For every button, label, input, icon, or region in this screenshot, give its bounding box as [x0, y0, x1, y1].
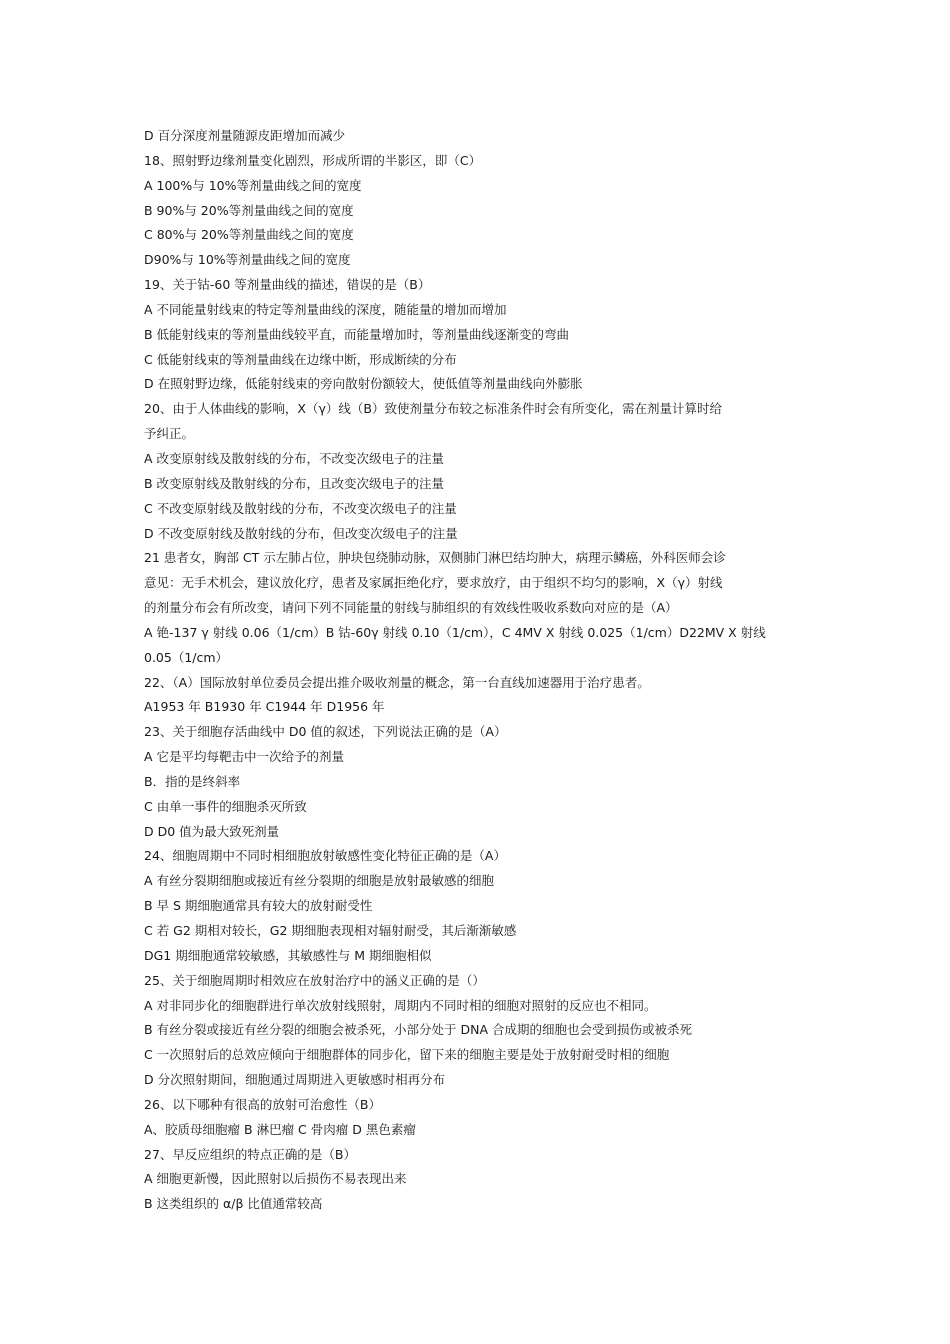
option-line: D 分次照射期间，细胞通过周期进入更敏感时相再分布 [144, 1072, 446, 1088]
option-line: B 90%与 20%等剂量曲线之间的宽度 [144, 202, 354, 218]
option-line: A 不同能量射线束的特定等剂量曲线的深度，随能量的增加而增加 [144, 301, 507, 317]
option-line: 0.05（1/cm） [144, 649, 229, 665]
option-line: D D0 值为最大致死剂量 [144, 823, 280, 839]
option-line: B 有丝分裂或接近有丝分裂的细胞会被杀死，小部分处于 DNA 合成期的细胞也会受到损伤或被杀死 [144, 1022, 693, 1038]
text-line: D 百分深度剂量随源皮距增加而减少 [144, 128, 346, 143]
option-line: D90%与 10%等剂量曲线之间的宽度 [144, 252, 351, 268]
option-line: D 不改变原射线及散射线的分布，但改变次级电子的注量 [144, 525, 458, 541]
option-line: C 由单一事件的细胞杀灭所致 [144, 798, 307, 814]
option-line: A 铯-137 γ 射线 0.06（1/cm）B 钴-60γ 射线 0.10（1/cm），C 4MV X 射线 0.025（1/cm）D22MV X 射线 [144, 624, 766, 640]
option-line: C 80%与 20%等剂量曲线之间的宽度 [144, 227, 354, 243]
option-line: A 改变原射线及散射线的分布，不改变次级电子的注量 [144, 450, 445, 466]
option-line: B 这类组织的 α/β 比值通常较高 [144, 1196, 323, 1212]
question-21-continued: 意见：无手术机会，建议放化疗，患者及家属拒绝化疗，要求放疗，由于组织不均匀的影响，X（γ）射线 [144, 575, 723, 591]
question-26: 26、以下哪种有很高的放射可治愈性（B） [144, 1096, 381, 1112]
option-line: C 若 G2 期相对较长，G2 期细胞表现相对辐射耐受，其后渐渐敏感 [144, 923, 517, 938]
question-24: 24、细胞周期中不同时相细胞放射敏感性变化特征正确的是（A） [144, 848, 506, 864]
question-19: 19、关于钴-60 等剂量曲线的描述，错误的是（B） [144, 277, 431, 293]
option-line: A 它是平均每靶击中一次给予的剂量 [144, 749, 345, 765]
option-line: A、胶质母细胞瘤 B 淋巴瘤 C 骨肉瘤 D 黑色素瘤 [144, 1121, 416, 1137]
question-25: 25、关于细胞周期时相效应在放射治疗中的涵义正确的是（） [144, 972, 485, 988]
document-body [144, 124, 814, 1217]
option-line: A 100%与 10%等剂量曲线之间的宽度 [144, 177, 362, 193]
question-27: 27、早反应组织的特点正确的是（B） [144, 1146, 356, 1162]
question-21: 21 患者女，胸部 CT 示左肺占位，肿块包绕肺动脉，双侧肺门淋巴结均肿大，病理示鳞癌，外科医师会诊 [144, 550, 726, 566]
question-21-continued: 的剂量分布会有所改变，请问下列不同能量的射线与肺组织的有效线性吸收系数向对应的是（A） [144, 600, 678, 616]
option-line: C 低能射线束的等剂量曲线在边缘中断，形成断续的分布 [144, 351, 457, 367]
option-line: B 早 S 期细胞通常具有较大的放射耐受性 [144, 898, 373, 914]
option-line: A 细胞更新慢，因此照射以后损伤不易表现出来 [144, 1171, 407, 1187]
question-20: 20、由于人体曲线的影响，X（γ）线（B）致使剂量分布较之标准条件时会有所变化，需在剂量计算时给 [144, 401, 722, 417]
option-line: C 一次照射后的总效应倾向于细胞群体的同步化，留下来的细胞主要是处于放射耐受时相的细胞 [144, 1047, 670, 1063]
question-23: 23、关于细胞存活曲线中 D0 值的叙述，下列说法正确的是（A） [144, 724, 507, 740]
option-line: B．指的是终斜率 [144, 773, 241, 789]
option-line: D 在照射野边缘，低能射线束的旁向散射份额较大，使低值等剂量曲线向外膨胀 [144, 376, 583, 392]
question-20-continued: 予纠正。 [144, 426, 195, 442]
option-line: DG1 期细胞通常较敏感，其敏感性与 M 期细胞相似 [144, 947, 432, 963]
question-18: 18、照射野边缘剂量变化剧烈，形成所谓的半影区，即（C） [144, 152, 482, 168]
option-line: B 改变原射线及散射线的分布，且改变次级电子的注量 [144, 475, 445, 491]
option-line: A 对非同步化的细胞群进行单次放射线照射，周期内不同时相的细胞对照射的反应也不相同。 [144, 997, 657, 1013]
option-line: A 有丝分裂期细胞或接近有丝分裂期的细胞是放射最敏感的细胞 [144, 873, 495, 889]
option-line: B 低能射线束的等剂量曲线较平直，而能量增加时，等剂量曲线逐渐变的弯曲 [144, 326, 570, 342]
question-22: 22、（A）国际放射单位委员会提出推介吸收剂量的概念，第一台直线加速器用于治疗患者。 [144, 674, 650, 690]
option-line: A1953 年 B1930 年 C1944 年 D1956 年 [144, 699, 385, 715]
option-line: C 不改变原射线及散射线的分布，不改变次级电子的注量 [144, 500, 457, 516]
